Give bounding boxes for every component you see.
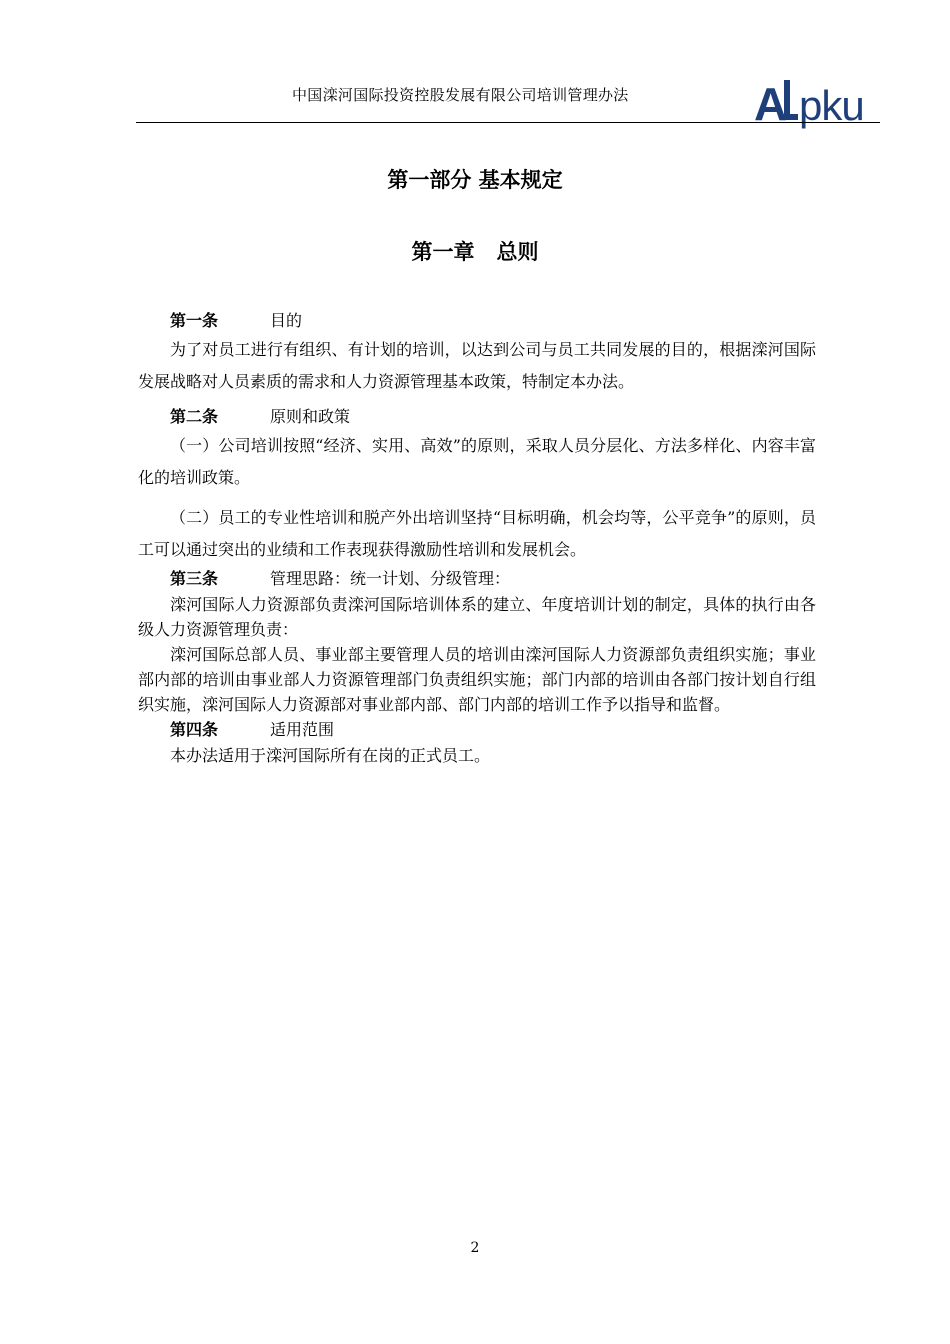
article-number: 第三条	[170, 569, 219, 588]
chapter-title: 第一章 总则	[411, 240, 539, 264]
article-paragraph: 滦河国际人力资源部负责滦河国际培训体系的建立、年度培训计划的制定，具体的执行由各级人力资源管理负责：	[138, 595, 816, 639]
article-heading	[138, 717, 816, 743]
article-number: 第四条	[170, 720, 219, 739]
article-heading	[138, 308, 816, 334]
article-title: 适用范围	[270, 720, 335, 739]
svg-text:pku: pku	[799, 82, 864, 129]
page-number: 2	[470, 1240, 480, 1256]
article-heading	[138, 566, 816, 592]
document-body	[138, 308, 816, 768]
header-divider	[136, 122, 880, 123]
article-paragraph: 本办法适用于滦河国际所有在岗的正式员工。	[170, 746, 491, 765]
article-paragraph: （一）公司培训按照“经济、实用、高效”的原则，采取人员分层化、方法多样化、内容丰富化的培训政策。	[138, 436, 816, 487]
article-title: 管理思路：统一计划、分级管理：	[270, 569, 511, 588]
article-paragraph: 为了对员工进行有组织、有计划的培训，以达到公司与员工共同发展的目的，根据滦河国际发展战略对人员素质的需求和人力资源管理基本政策，特制定本办法。	[138, 340, 816, 391]
svg-text:A: A	[754, 78, 785, 130]
article-title: 目的	[270, 311, 303, 330]
article-number: 第一条	[170, 311, 219, 330]
part-title: 第一部分 基本规定	[387, 168, 563, 192]
article-number: 第二条	[170, 407, 219, 426]
alpku-logo	[752, 74, 884, 132]
running-header-title: 中国滦河国际投资控股发展有限公司培训管理办法	[292, 86, 629, 104]
article-paragraph: 滦河国际总部人员、事业部主要管理人员的培训由滦河国际人力资源部负责组织实施；事业部内部的培训由事业部人力资源管理部门负责组织实施；部门内部的培训由各部门按计划自行组织实施，滦河国际人力资源部对事业部内部、部门内部的培训工作予以指导和监督。	[138, 645, 816, 714]
article-heading	[138, 404, 816, 430]
article-paragraph: （二）员工的专业性培训和脱产外出培训坚持“目标明确，机会均等，公平竞争”的原则，员工可以通过突出的业绩和工作表现获得激励性培训和发展机会。	[138, 508, 816, 559]
article-title: 原则和政策	[270, 407, 351, 426]
